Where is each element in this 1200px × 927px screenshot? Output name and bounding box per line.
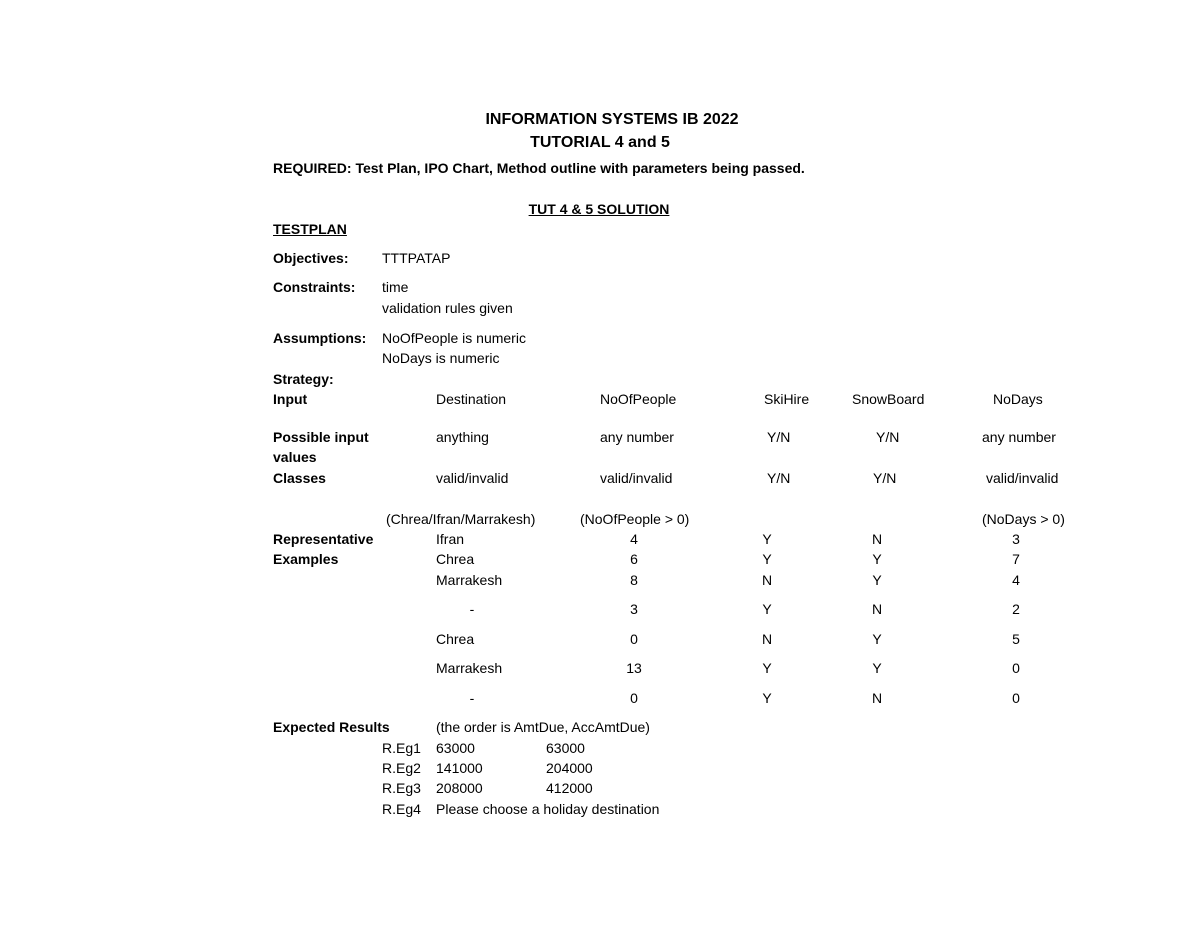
example-people: 3 xyxy=(630,601,638,617)
example-days: 0 xyxy=(1012,660,1020,676)
result-amt-due: 63000 xyxy=(436,740,475,756)
column-header: SnowBoard xyxy=(852,391,925,407)
people-rule: (NoOfPeople > 0) xyxy=(580,511,690,527)
example-skihire: Y xyxy=(762,660,772,676)
example-people: 4 xyxy=(630,531,638,547)
example-destination: Chrea xyxy=(436,631,475,647)
solution-heading: TUT 4 & 5 SOLUTION xyxy=(528,201,670,217)
example-days: 4 xyxy=(1012,572,1020,588)
example-destination: Marrakesh xyxy=(436,660,503,676)
example-people: 0 xyxy=(630,690,638,706)
class-value: valid/invalid xyxy=(600,470,673,486)
example-skihire: N xyxy=(761,572,773,588)
class-value: valid/invalid xyxy=(986,470,1059,486)
title-line-2: TUTORIAL 4 and 5 xyxy=(530,134,670,151)
testplan-heading: TESTPLAN xyxy=(273,221,347,237)
possible-value: any number xyxy=(982,429,1056,445)
input-label: Input xyxy=(273,391,308,407)
example-skihire: Y xyxy=(762,690,772,706)
example-destination: Marrakesh xyxy=(436,572,503,588)
possible-value: anything xyxy=(436,429,489,445)
result-amt-due: 141000 xyxy=(436,760,483,776)
column-header: SkiHire xyxy=(764,391,810,407)
result-id: R.Eg4 xyxy=(382,801,421,817)
example-snowboard: Y xyxy=(872,660,882,676)
representative-label: Examples xyxy=(273,551,339,567)
example-people: 0 xyxy=(630,631,638,647)
result-id: R.Eg3 xyxy=(382,780,421,796)
class-value: Y/N xyxy=(767,470,791,486)
column-header: NoOfPeople xyxy=(600,391,677,407)
result-id: R.Eg2 xyxy=(382,760,421,776)
example-skihire: Y xyxy=(762,601,772,617)
class-value: Y/N xyxy=(873,470,897,486)
classes-label: Classes xyxy=(273,470,326,486)
assumption-item: NoDays is numeric xyxy=(382,350,500,366)
expected-results-label: Expected Results xyxy=(273,719,390,735)
result-amt-due: 208000 xyxy=(436,780,483,796)
example-snowboard: Y xyxy=(872,572,882,588)
example-people: 8 xyxy=(630,572,638,588)
example-destination: Chrea xyxy=(436,551,475,567)
constraints-label: Constraints: xyxy=(273,279,356,295)
required-line: REQUIRED: Test Plan, IPO Chart, Method outline with parameters being passed. xyxy=(273,160,805,176)
example-snowboard: Y xyxy=(872,631,882,647)
result-acc-amt-due: 412000 xyxy=(546,780,593,796)
strategy-label: Strategy: xyxy=(273,371,334,387)
result-id: R.Eg1 xyxy=(382,740,421,756)
example-days: 5 xyxy=(1012,631,1020,647)
example-days: 0 xyxy=(1012,690,1020,706)
destination-rule: (Chrea/Ifran/Marrakesh) xyxy=(386,511,536,527)
example-snowboard: N xyxy=(871,601,883,617)
example-people: 6 xyxy=(630,551,638,567)
representative-label: Representative xyxy=(273,531,374,547)
example-snowboard: Y xyxy=(872,551,882,567)
example-skihire: Y xyxy=(762,531,772,547)
possible-values-label: Possible input xyxy=(273,429,369,445)
example-days: 7 xyxy=(1012,551,1020,567)
result-acc-amt-due: 63000 xyxy=(546,740,585,756)
possible-value: Y/N xyxy=(767,429,791,445)
result-message: Please choose a holiday destination xyxy=(436,801,660,817)
class-value: valid/invalid xyxy=(436,470,509,486)
constraint-item: validation rules given xyxy=(382,300,513,316)
assumption-item: NoOfPeople is numeric xyxy=(382,330,526,346)
title-line-1: INFORMATION SYSTEMS IB 2022 xyxy=(485,111,739,128)
example-days: 2 xyxy=(1012,601,1020,617)
example-skihire: Y xyxy=(762,551,772,567)
result-acc-amt-due: 204000 xyxy=(546,760,593,776)
example-people: 13 xyxy=(626,660,642,676)
example-destination: - xyxy=(469,690,475,706)
constraint-item: time xyxy=(382,279,409,295)
column-header: Destination xyxy=(436,391,507,407)
assumptions-label: Assumptions: xyxy=(273,330,367,346)
objectives-value: TTTPATAP xyxy=(382,250,451,266)
objectives-label: Objectives: xyxy=(273,250,349,266)
example-destination: Ifran xyxy=(436,531,465,547)
days-rule: (NoDays > 0) xyxy=(982,511,1065,527)
example-snowboard: N xyxy=(871,531,883,547)
column-header: NoDays xyxy=(993,391,1043,407)
expected-results-note: (the order is AmtDue, AccAmtDue) xyxy=(436,719,650,735)
example-snowboard: N xyxy=(871,690,883,706)
possible-values-label: values xyxy=(273,449,317,465)
example-destination: - xyxy=(469,601,475,617)
example-days: 3 xyxy=(1012,531,1020,547)
example-skihire: N xyxy=(761,631,773,647)
possible-value: any number xyxy=(600,429,674,445)
possible-value: Y/N xyxy=(876,429,900,445)
